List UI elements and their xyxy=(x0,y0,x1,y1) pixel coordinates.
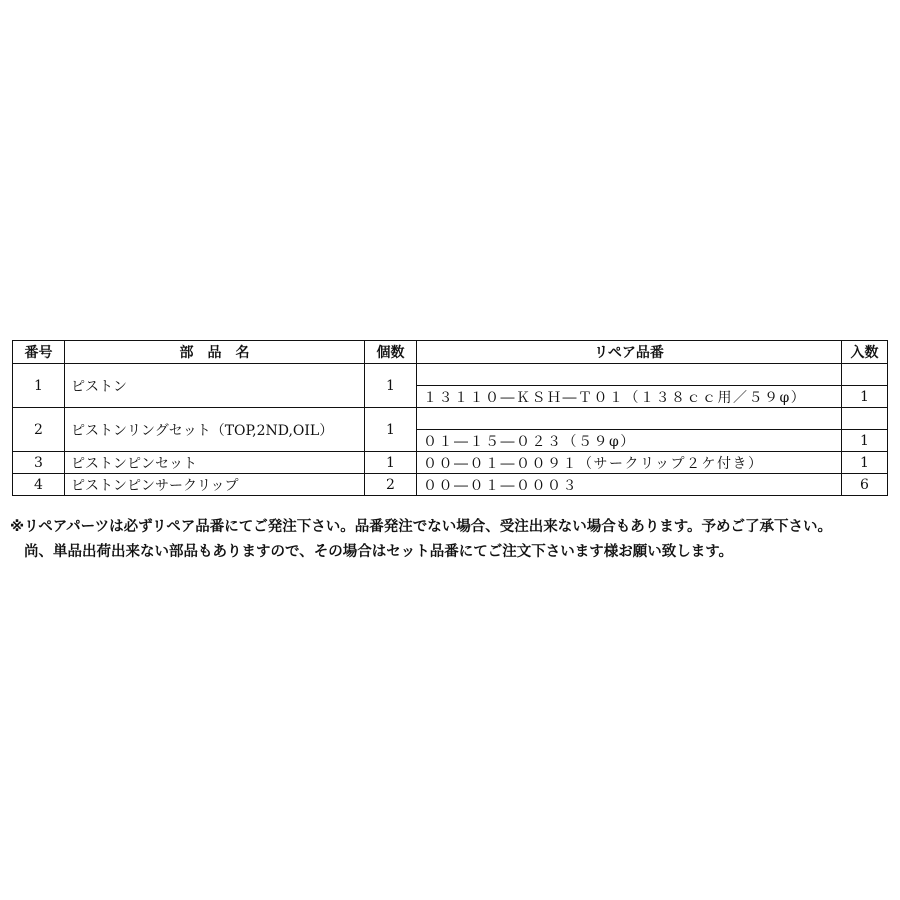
row-repair-part-number: ００―０１―０００３ xyxy=(417,474,842,496)
row-repair-part-number: ０１―１５―０２３（５９φ） xyxy=(417,430,842,452)
row-pack-quantity: 6 xyxy=(842,474,888,496)
row-count: 1 xyxy=(365,452,417,474)
row-count: 2 xyxy=(365,474,417,496)
row-repair-part-number-blank xyxy=(417,408,842,430)
table-row xyxy=(13,452,888,474)
row-count: 1 xyxy=(365,364,417,408)
notice-line-1: ※リペアパーツは必ずリペア品番にてご発注下さい。品番発注でない場合、受注出来ない場合もあります。予めご了承下さい。 xyxy=(10,519,833,535)
row-repair-part-number-blank xyxy=(417,364,842,386)
table-row xyxy=(13,408,888,430)
order-notice xyxy=(10,515,895,565)
row-pack-quantity-blank xyxy=(842,408,888,430)
row-no: 2 xyxy=(13,408,65,452)
row-part-name: ピストンピンサークリップ xyxy=(65,474,365,496)
row-no: 3 xyxy=(13,452,65,474)
notice-line-2: 尚、単品出荷出来ない部品もありますので、その場合はセット品番にてご注文下さいます様お願い致します。 xyxy=(24,544,734,560)
header-no: 番号 xyxy=(13,341,65,364)
row-no: 4 xyxy=(13,474,65,496)
row-repair-part-number: ００―０１―００９１（サークリップ２ケ付き） xyxy=(417,452,842,474)
row-part-name: ピストンリングセット（TOP,2ND,OIL） xyxy=(65,408,365,452)
row-pack-quantity: 1 xyxy=(842,452,888,474)
row-pack-quantity-blank xyxy=(842,364,888,386)
parts-table xyxy=(12,340,888,496)
row-pack-quantity: 1 xyxy=(842,430,888,452)
header-pack-quantity: 入数 xyxy=(842,341,888,364)
header-repair-part-number: リペア品番 xyxy=(417,341,842,364)
table-row xyxy=(13,364,888,386)
table-row xyxy=(13,474,888,496)
table-header-row xyxy=(13,341,888,364)
header-part-name: 部 品 名 xyxy=(65,341,365,364)
row-count: 1 xyxy=(365,408,417,452)
row-part-name: ピストンピンセット xyxy=(65,452,365,474)
row-pack-quantity: 1 xyxy=(842,386,888,408)
row-no: 1 xyxy=(13,364,65,408)
row-repair-part-number: １３１１０―ＫＳＨ―Ｔ０１（１３８ｃｃ用／５９φ） xyxy=(417,386,842,408)
header-count: 個数 xyxy=(365,341,417,364)
row-part-name: ピストン xyxy=(65,364,365,408)
